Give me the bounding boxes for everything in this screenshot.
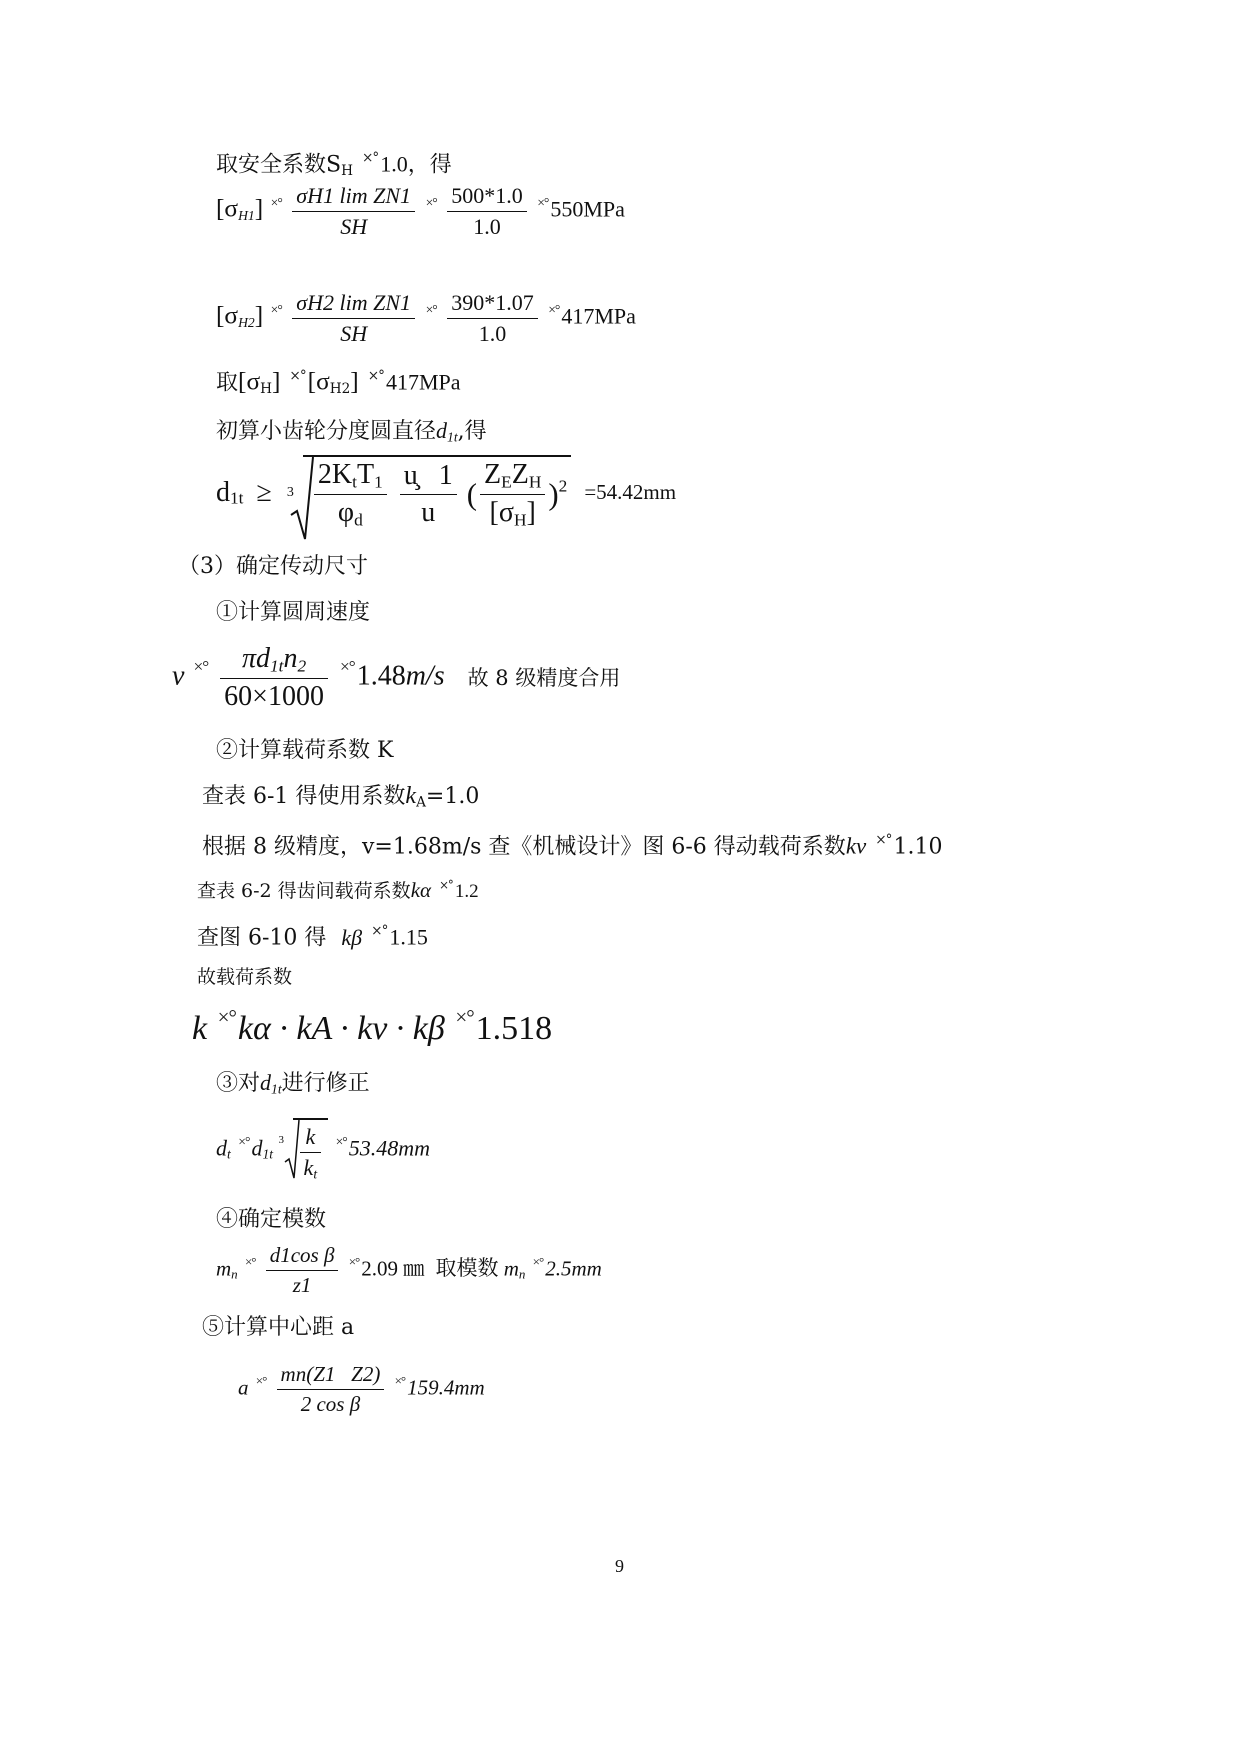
denominator: 2 cos β [300, 1392, 361, 1416]
denominator [314, 495, 387, 530]
text: ⑤计算中心距 a [202, 1315, 355, 1340]
fraction [447, 183, 527, 240]
radicand [303, 455, 571, 531]
result: 1.518 [475, 1009, 553, 1047]
lhs: [σ [216, 194, 239, 223]
cube-root [279, 1118, 329, 1182]
result: 417MPa [385, 369, 461, 395]
text: 1.10 [893, 834, 943, 860]
symbol: ×° [367, 368, 384, 384]
denominator [480, 495, 545, 530]
symbol: ×° [193, 657, 209, 677]
geq-sign: ≥ [256, 476, 272, 508]
subscript: n [518, 1266, 526, 1282]
subscript: H2 [329, 380, 351, 397]
text: 根据 8 级精度，v=1.68m/s 查《机械设计》图 6-6 得动载荷系数 [202, 834, 846, 860]
denominator: SH [340, 321, 368, 346]
safety-factor-line [216, 143, 452, 186]
subscript: 1t [447, 429, 458, 445]
numerator: mn(Z1 Z2) [277, 1362, 385, 1390]
symbol: ×° [270, 195, 282, 210]
subscript: t [313, 1166, 318, 1182]
subscript: 1t [271, 1081, 282, 1097]
variable: kv [845, 833, 867, 859]
root-index: 3 [286, 485, 294, 500]
lhs: [σ [216, 301, 239, 330]
equation-load-factor [192, 1005, 552, 1048]
symbol: ×° [361, 150, 379, 166]
denominator: z1 [292, 1273, 312, 1297]
numerator: 390*1.07 [447, 290, 538, 319]
subscript: n [231, 1266, 238, 1282]
subscript: H [341, 162, 353, 179]
numerator: k [300, 1124, 322, 1153]
numerator [480, 459, 545, 495]
bracket: ] [254, 194, 264, 223]
symbol: ×° [532, 1254, 544, 1270]
denominator: 60×1000 [224, 681, 324, 713]
variable: m [503, 1256, 519, 1281]
text: ④确定模数 [216, 1207, 327, 1232]
symbol: ×° [270, 302, 282, 317]
result: 1.48 [356, 660, 406, 692]
subscript: 2 [297, 656, 307, 676]
subscript: H [528, 472, 542, 492]
text: 查表 6-1 得使用系数 [202, 784, 406, 809]
equation-sigma-h1 [216, 183, 625, 240]
step-1-heading [216, 598, 370, 628]
step-3-heading [216, 1068, 370, 1104]
cube-root [285, 455, 571, 531]
numerator: σH2 lim ZN1 [292, 290, 415, 319]
equation-corrected-diameter [216, 1118, 430, 1182]
term: πd [241, 643, 270, 674]
subscript: E [501, 472, 512, 492]
text: 查图 6-10 得 [197, 925, 327, 951]
numerator [314, 459, 387, 495]
subscript: H2 [238, 314, 255, 330]
subscript: H1 [238, 207, 255, 223]
numerator: 500*1.0 [447, 183, 527, 212]
symbol: ×° [425, 195, 437, 210]
symbol: ×° [875, 832, 892, 848]
symbol: ×° [425, 302, 437, 317]
equation-sigma-h2 [216, 290, 636, 347]
variable: d [436, 418, 448, 443]
text: ③对 [216, 1071, 261, 1096]
bracket: ] [254, 301, 264, 330]
term: d [251, 1135, 263, 1161]
text: 进行修正 [281, 1071, 370, 1096]
paren-close: ) [548, 477, 559, 512]
equation-module [216, 1243, 602, 1298]
text: ,得 [457, 419, 487, 444]
bracket-term: [σ [307, 367, 330, 396]
text: 1.2 [454, 881, 479, 903]
result: =54.42mm [584, 480, 677, 505]
term: ] [526, 497, 536, 529]
numerator: d1cos β [266, 1243, 339, 1271]
text: 取 [216, 370, 239, 396]
text: 初算小齿轮分度圆直径 [216, 419, 437, 444]
symbol: ×° [548, 302, 560, 317]
bracket: ] [271, 367, 281, 396]
numerator [220, 643, 328, 679]
term: 2K [317, 459, 353, 490]
result: 53.48mm [348, 1135, 431, 1161]
subscript: 1t [230, 488, 244, 508]
bracket: ] [350, 367, 359, 396]
note: 取模数 [435, 1256, 499, 1281]
symbol: ×° [335, 1133, 347, 1149]
note: 故 8 级精度合用 [467, 665, 621, 690]
fraction [220, 643, 328, 713]
lhs: d [216, 1135, 227, 1161]
term: φ [337, 497, 355, 529]
text: 查表 6-2 得齿间载荷系数 [197, 880, 411, 903]
section-heading-3 [178, 552, 368, 582]
symbol: ×° [439, 878, 453, 892]
text: 故载荷系数 [197, 966, 293, 988]
subscript: 1t [262, 1146, 274, 1162]
symbol: ×° [371, 923, 388, 939]
exponent: 2 [558, 476, 568, 496]
step-4-heading [216, 1205, 326, 1235]
denominator: 1.0 [473, 214, 501, 239]
variable: k [405, 783, 417, 809]
fraction [277, 1362, 385, 1417]
load-factor-label [197, 962, 292, 992]
fraction [292, 183, 415, 240]
subscript: A [416, 794, 426, 811]
subscript: 1 [374, 472, 383, 492]
result: 159.4mm [407, 1375, 485, 1400]
subscript: t [352, 472, 357, 492]
radical-sign [279, 1118, 301, 1180]
numerator: σH1 lim ZN1 [292, 183, 415, 212]
lhs: d [216, 476, 230, 508]
symbol: ×° [289, 368, 306, 384]
fraction [300, 1124, 322, 1182]
symbol: ×° [255, 1373, 267, 1389]
lhs: a [238, 1375, 249, 1400]
symbol: ×° [238, 1133, 250, 1149]
symbol: ×° [348, 1254, 360, 1270]
step-2-heading [216, 736, 393, 766]
subscript: t [227, 1146, 231, 1162]
numerator: u̧ 1 [400, 460, 457, 495]
fraction [447, 290, 538, 347]
denominator: u [421, 497, 436, 529]
text: （3）确定传动尺寸 [178, 554, 368, 579]
lhs: v [172, 660, 185, 692]
symbol: ×° [244, 1254, 256, 1270]
term: Z [484, 459, 502, 490]
root-index: 3 [278, 1134, 285, 1146]
denominator [300, 1153, 322, 1182]
fraction [266, 1243, 339, 1298]
variable: d [260, 1070, 272, 1095]
text: =1.0 [425, 784, 480, 809]
subscript: H [513, 510, 527, 530]
page-number: 9 [615, 1556, 624, 1576]
term: T [356, 459, 375, 490]
variable: kβ [341, 924, 363, 950]
lhs: m [216, 1256, 232, 1281]
subscript: 1t [269, 656, 284, 676]
lhs: k [192, 1009, 208, 1047]
beta-factor-line [197, 916, 428, 954]
term: k [303, 1155, 314, 1180]
value: 2.5mm [545, 1256, 602, 1281]
result: 2.09 ㎜ [361, 1256, 425, 1281]
fraction [292, 290, 415, 347]
text: 1.15 [389, 924, 428, 950]
fraction [400, 460, 457, 529]
interteeth-load-factor-line [197, 870, 479, 907]
initial-diameter-line [216, 416, 487, 452]
denominator: 1.0 [478, 321, 507, 346]
text: ②计算载荷系数 K [216, 738, 394, 763]
text: 1.0，得 [380, 151, 452, 177]
fraction [480, 459, 545, 531]
equation-velocity [172, 643, 620, 713]
fraction [314, 459, 387, 531]
subscript: d [354, 510, 363, 530]
unit: m/s [405, 660, 445, 692]
text: 取安全系数S [216, 152, 342, 178]
usage-factor-line [202, 781, 479, 817]
term: n [283, 643, 298, 674]
bracket-term: [σ [238, 367, 261, 396]
symbol: ×° [217, 1005, 236, 1029]
dynamic-load-factor-line [202, 825, 942, 863]
variable: kα [410, 878, 432, 903]
symbol: ×° [339, 657, 355, 677]
radical-sign [285, 455, 315, 541]
symbol: ×° [455, 1005, 474, 1029]
paren-open: ( [466, 477, 478, 512]
symbol: ×° [394, 1373, 406, 1389]
result: 550MPa [550, 196, 625, 222]
term: [σ [489, 497, 514, 529]
result: 417MPa [561, 303, 636, 329]
term: Z [511, 459, 529, 490]
equation-center-distance [238, 1362, 485, 1417]
sigma-h-selection-line [216, 361, 461, 404]
text: ①计算圆周速度 [216, 600, 371, 625]
equation-d1t [216, 455, 676, 531]
subscript: H [260, 380, 272, 397]
denominator: SH [340, 214, 368, 239]
expression: kα · kA · kv · kβ [237, 1009, 445, 1047]
step-5-heading [202, 1313, 354, 1343]
symbol: ×° [537, 195, 549, 210]
